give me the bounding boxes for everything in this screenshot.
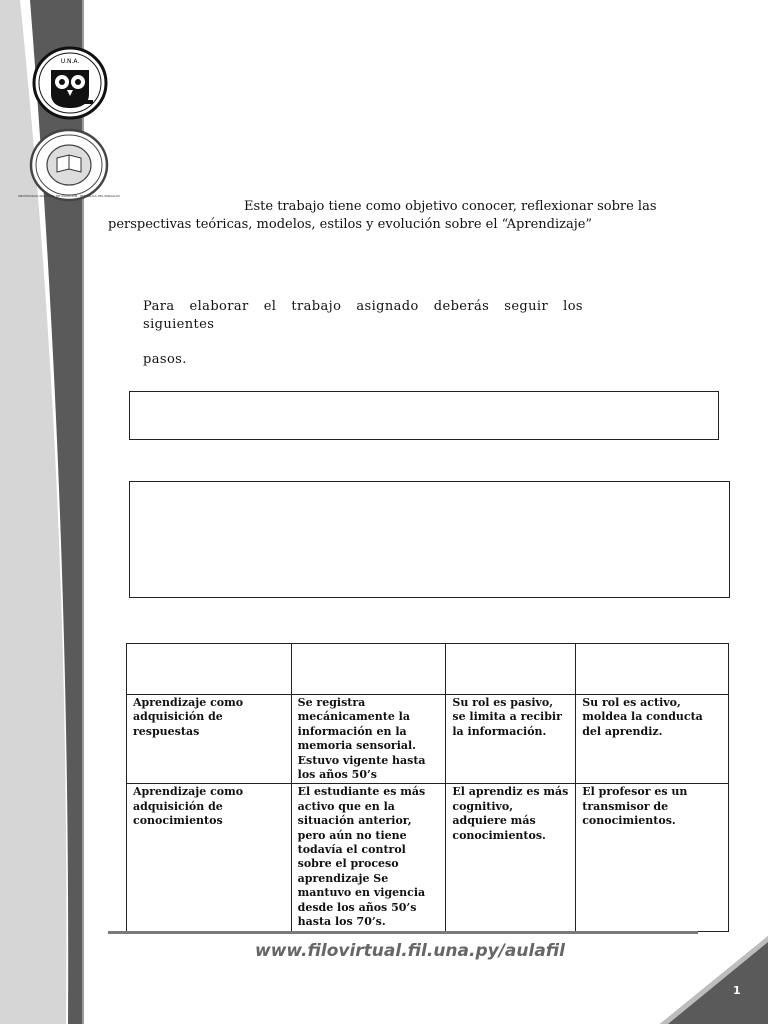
table-cell: Aprendizaje como adquisición de respuestas (127, 695, 292, 784)
footer-divider (108, 931, 698, 934)
table-row (127, 784, 729, 931)
table-header-cell (127, 644, 292, 695)
table-cell: El estudiante es más activo que en la situación anterior, pero aún no tiene todavía el control sobre el proceso aprendizaje Se mantuvo en vigencia desde los años 50’s hasta los 70’s. (291, 784, 446, 931)
una-owl-logo (31, 46, 109, 120)
footer-url-link[interactable]: www.filovirtual.fil.una.py/aulafil (255, 941, 565, 961)
steps-paragraph (143, 298, 583, 369)
table-header-row (127, 644, 729, 695)
intro-paragraph (108, 198, 668, 234)
page-corner-triangle (660, 936, 768, 1024)
table-cell: Su rol es pasivo, se limita a recibir la información. (446, 695, 576, 784)
learning-table (126, 643, 729, 932)
table-cell: El profesor es un transmisor de conocimientos. (576, 784, 729, 931)
table-row (127, 695, 729, 784)
empty-box-1 (129, 391, 719, 440)
table-header-cell (446, 644, 576, 695)
university-seal (17, 128, 121, 202)
table-header-cell (576, 644, 729, 695)
table-header-cell (291, 644, 446, 695)
intro-text: Este trabajo tiene como objetivo conocer, reflexionar sobre las perspectivas teóricas, modelos, estilos y evolución sobre el “Aprendizaje” (108, 199, 657, 232)
table-cell: Se registra mecánicamente la información en la memoria sensorial. Estuvo vigente hasta los años 50’s (291, 695, 446, 784)
una-logo-text: U.N.A. (60, 58, 80, 65)
table-cell: Aprendizaje como adquisición de conocimientos (127, 784, 292, 931)
seal-text: UNIVERSIDAD NACIONAL DE ASUNCIÓN · REPÚBLICA DEL PARAGUAY (17, 194, 121, 198)
steps-line-2: pasos. (143, 352, 187, 367)
steps-line-1: Para elaborar el trabajo asignado deberás seguir los siguientes (143, 299, 583, 332)
table-cell: Su rol es activo, moldea la conducta del aprendiz. (576, 695, 729, 784)
table-cell: El aprendiz es más cognitivo, adquiere más conocimientos. (446, 784, 576, 931)
page-number: 1 (733, 984, 741, 997)
empty-box-2 (129, 481, 730, 598)
